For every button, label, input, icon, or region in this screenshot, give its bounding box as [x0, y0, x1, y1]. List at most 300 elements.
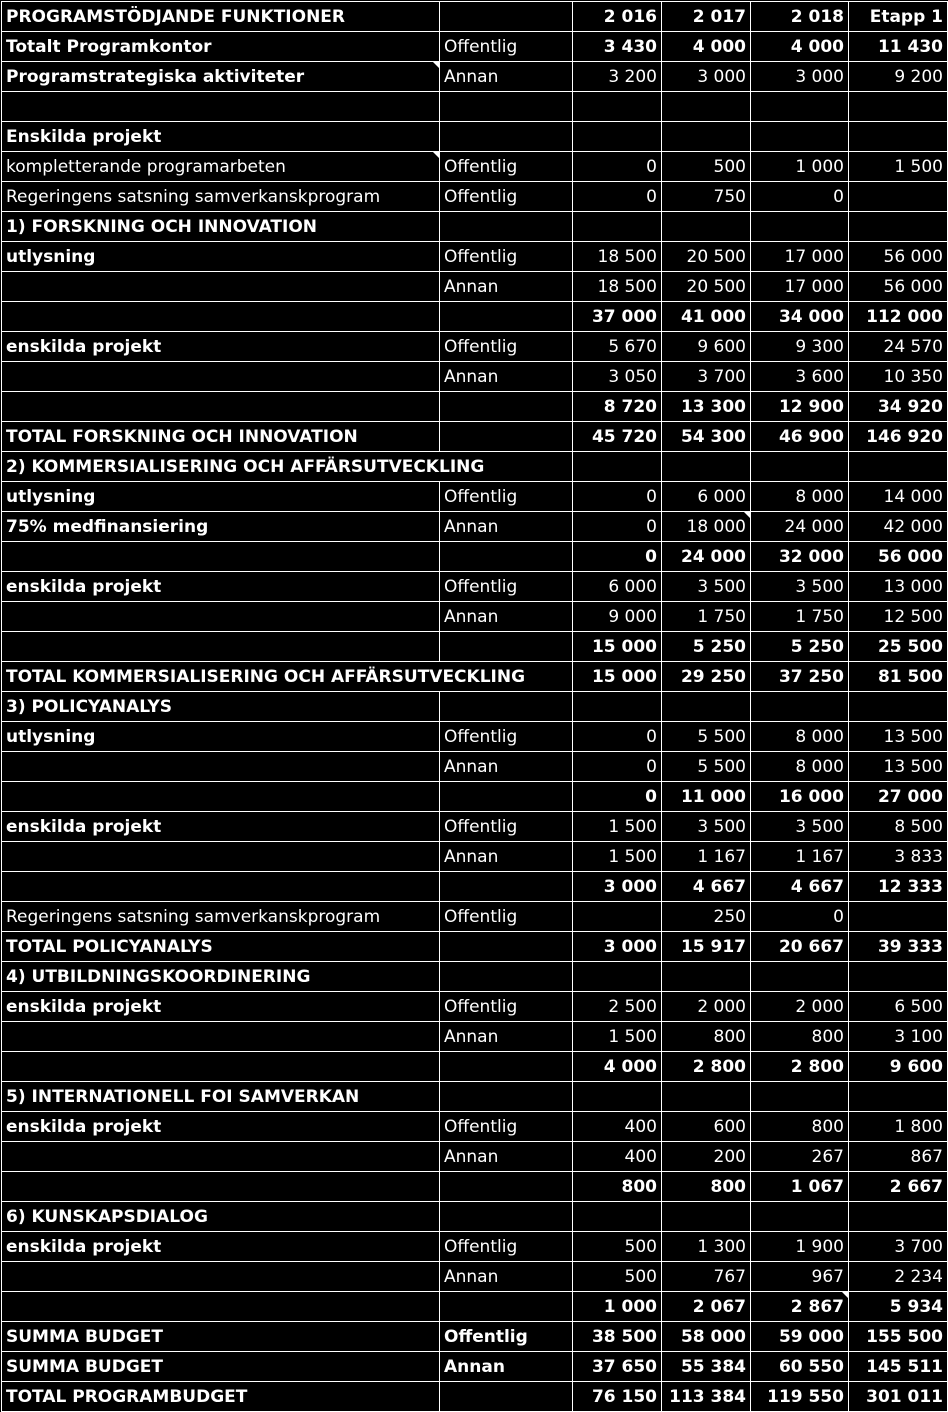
cell-label: TOTAL POLICYANALYS: [2, 932, 440, 962]
cell-year-2018: 59 000: [751, 1322, 849, 1352]
cell-etapp-1: 27 000: [849, 782, 948, 812]
table-row: [2, 62, 948, 92]
cell-year-2017: 2 017: [662, 2, 751, 32]
cell-year-2016: 76 150: [573, 1382, 662, 1412]
cell-funding-type: [440, 632, 573, 662]
cell-year-2017: 1 750: [662, 602, 751, 632]
cell-year-2016: 0: [573, 752, 662, 782]
cell-label: utlysning: [2, 482, 440, 512]
cell-year-2017: 3 000: [662, 62, 751, 92]
cell-etapp-1: 145 511: [849, 1352, 948, 1382]
cell-etapp-1: 13 000: [849, 572, 948, 602]
table-row: [2, 1202, 948, 1232]
cell-year-2016: 500: [573, 1262, 662, 1292]
cell-year-2017: [662, 1082, 751, 1112]
cell-year-2018: 0: [751, 902, 849, 932]
cell-year-2018: 4 000: [751, 32, 849, 62]
cell-year-2017: 767: [662, 1262, 751, 1292]
cell-etapp-1: 14 000: [849, 482, 948, 512]
cell-label: [2, 1292, 440, 1322]
cell-year-2017: 4 667: [662, 872, 751, 902]
cell-year-2018: 3 000: [751, 62, 849, 92]
cell-year-2017: 18 000: [662, 512, 751, 542]
cell-etapp-1: 56 000: [849, 272, 948, 302]
cell-year-2017: [662, 122, 751, 152]
cell-year-2016: [573, 452, 662, 482]
cell-funding-type: Annan: [440, 512, 573, 542]
cell-etapp-1: 81 500: [849, 662, 948, 692]
cell-year-2018: 4 667: [751, 872, 849, 902]
cell-funding-type: Annan: [440, 272, 573, 302]
cell-year-2016: 45 720: [573, 422, 662, 452]
cell-etapp-1: 10 350: [849, 362, 948, 392]
cell-label: utlysning: [2, 722, 440, 752]
cell-year-2017: [662, 92, 751, 122]
cell-etapp-1: 25 500: [849, 632, 948, 662]
table-row: [2, 1262, 948, 1292]
cell-year-2018: 800: [751, 1112, 849, 1142]
table-row: [2, 2, 948, 32]
cell-year-2017: [662, 1202, 751, 1232]
cell-year-2016: 400: [573, 1142, 662, 1172]
cell-etapp-1: 3 833: [849, 842, 948, 872]
cell-year-2018: 1 167: [751, 842, 849, 872]
cell-year-2017: 3 500: [662, 572, 751, 602]
cell-year-2016: 37 650: [573, 1352, 662, 1382]
cell-year-2016: 15 000: [573, 662, 662, 692]
table-row: [2, 272, 948, 302]
cell-label: Regeringens satsning samverkanskprogram: [2, 182, 440, 212]
table-row: [2, 122, 948, 152]
cell-year-2016: 9 000: [573, 602, 662, 632]
cell-year-2018: 3 500: [751, 812, 849, 842]
cell-funding-type: Annan: [440, 1352, 573, 1382]
cell-etapp-1: [849, 182, 948, 212]
cell-funding-type: Annan: [440, 62, 573, 92]
table-row: [2, 542, 948, 572]
cell-etapp-1: 1 800: [849, 1112, 948, 1142]
cell-year-2017: 20 500: [662, 272, 751, 302]
cell-year-2018: 967: [751, 1262, 849, 1292]
cell-label: enskilda projekt: [2, 1112, 440, 1142]
cell-year-2016: 1 000: [573, 1292, 662, 1322]
cell-year-2016: 2 016: [573, 2, 662, 32]
cell-label: [2, 1262, 440, 1292]
cell-label: [2, 1022, 440, 1052]
cell-funding-type: Offentlig: [440, 812, 573, 842]
cell-year-2018: [751, 692, 849, 722]
cell-year-2018: 46 900: [751, 422, 849, 452]
table-row: [2, 1082, 948, 1112]
cell-etapp-1: 34 920: [849, 392, 948, 422]
budget-table-body: [2, 2, 948, 1412]
cell-year-2017: 11 000: [662, 782, 751, 812]
cell-year-2016: 15 000: [573, 632, 662, 662]
table-row: [2, 662, 948, 692]
cell-year-2017: 250: [662, 902, 751, 932]
cell-year-2018: 60 550: [751, 1352, 849, 1382]
cell-etapp-1: 13 500: [849, 752, 948, 782]
cell-year-2018: 8 000: [751, 752, 849, 782]
cell-label: enskilda projekt: [2, 572, 440, 602]
cell-year-2018: 12 900: [751, 392, 849, 422]
cell-etapp-1: 12 333: [849, 872, 948, 902]
cell-label: [2, 1142, 440, 1172]
table-row: [2, 362, 948, 392]
cell-etapp-1: 9 200: [849, 62, 948, 92]
cell-year-2016: 0: [573, 482, 662, 512]
table-row: [2, 902, 948, 932]
cell-year-2018: 119 550: [751, 1382, 849, 1412]
cell-etapp-1: 39 333: [849, 932, 948, 962]
cell-year-2016: [573, 122, 662, 152]
cell-funding-type: Offentlig: [440, 182, 573, 212]
cell-year-2017: 9 600: [662, 332, 751, 362]
table-row: [2, 1022, 948, 1052]
cell-label: 5) INTERNATIONELL FOI SAMVERKAN: [2, 1082, 440, 1112]
cell-funding-type: Annan: [440, 602, 573, 632]
table-row: [2, 632, 948, 662]
cell-label: enskilda projekt: [2, 332, 440, 362]
cell-etapp-1: [849, 902, 948, 932]
cell-year-2018: 267: [751, 1142, 849, 1172]
cell-etapp-1: 2 234: [849, 1262, 948, 1292]
cell-year-2016: 0: [573, 542, 662, 572]
cell-year-2017: 20 500: [662, 242, 751, 272]
table-row: [2, 182, 948, 212]
cell-etapp-1: 155 500: [849, 1322, 948, 1352]
cell-year-2017: 2 000: [662, 992, 751, 1022]
cell-funding-type: Annan: [440, 362, 573, 392]
cell-funding-type: [440, 1052, 573, 1082]
cell-year-2018: 5 250: [751, 632, 849, 662]
cell-funding-type: Offentlig: [440, 992, 573, 1022]
table-row: [2, 1112, 948, 1142]
table-row: [2, 692, 948, 722]
table-row: [2, 872, 948, 902]
cell-year-2017: 54 300: [662, 422, 751, 452]
table-row: [2, 332, 948, 362]
cell-funding-type: [440, 212, 573, 242]
cell-etapp-1: 5 934: [849, 1292, 948, 1322]
cell-etapp-1: [849, 92, 948, 122]
cell-label: SUMMA BUDGET: [2, 1322, 440, 1352]
table-row: [2, 1142, 948, 1172]
cell-etapp-1: 11 430: [849, 32, 948, 62]
cell-year-2018: 8 000: [751, 482, 849, 512]
cell-year-2018: 800: [751, 1022, 849, 1052]
table-row: [2, 32, 948, 62]
cell-year-2017: 55 384: [662, 1352, 751, 1382]
cell-etapp-1: 8 500: [849, 812, 948, 842]
cell-year-2018: 17 000: [751, 242, 849, 272]
cell-label: Totalt Programkontor: [2, 32, 440, 62]
cell-etapp-1: 1 500: [849, 152, 948, 182]
cell-label: [2, 272, 440, 302]
cell-year-2018: 1 000: [751, 152, 849, 182]
budget-table: [1, 1, 948, 1412]
cell-funding-type: [440, 1202, 573, 1232]
cell-funding-type: Offentlig: [440, 1232, 573, 1262]
cell-etapp-1: 146 920: [849, 422, 948, 452]
cell-funding-type: [440, 422, 573, 452]
cell-funding-type: [440, 92, 573, 122]
cell-etapp-1: 112 000: [849, 302, 948, 332]
table-row: [2, 782, 948, 812]
cell-year-2017: 3 500: [662, 812, 751, 842]
cell-year-2017: 58 000: [662, 1322, 751, 1352]
cell-label: [2, 782, 440, 812]
cell-label: 4) UTBILDNINGSKOORDINERING: [2, 962, 440, 992]
table-row: [2, 1172, 948, 1202]
cell-label: TOTAL KOMMERSIALISERING OCH AFFÄRSUTVECKLING: [2, 662, 440, 692]
cell-etapp-1: [849, 452, 948, 482]
table-row: [2, 1292, 948, 1322]
cell-year-2016: [573, 1202, 662, 1232]
cell-etapp-1: [849, 1082, 948, 1112]
cell-funding-type: [440, 692, 573, 722]
cell-etapp-1: 6 500: [849, 992, 948, 1022]
cell-etapp-1: [849, 212, 948, 242]
cell-funding-type: [440, 542, 573, 572]
cell-funding-type: Offentlig: [440, 482, 573, 512]
cell-etapp-1: [849, 962, 948, 992]
cell-year-2016: [573, 92, 662, 122]
table-row: [2, 302, 948, 332]
cell-funding-type: [440, 1172, 573, 1202]
cell-year-2016: [573, 692, 662, 722]
cell-year-2018: 0: [751, 182, 849, 212]
cell-funding-type: [440, 962, 573, 992]
cell-year-2018: 8 000: [751, 722, 849, 752]
cell-funding-type: Offentlig: [440, 1322, 573, 1352]
cell-year-2018: 34 000: [751, 302, 849, 332]
cell-etapp-1: 56 000: [849, 542, 948, 572]
cell-label: enskilda projekt: [2, 1232, 440, 1262]
cell-label: [2, 362, 440, 392]
cell-year-2016: 0: [573, 722, 662, 752]
cell-label: [2, 632, 440, 662]
cell-label: [2, 602, 440, 632]
table-row: [2, 722, 948, 752]
cell-year-2016: 2 500: [573, 992, 662, 1022]
cell-year-2016: 0: [573, 152, 662, 182]
table-row: [2, 602, 948, 632]
table-row: [2, 992, 948, 1022]
cell-label: 3) POLICYANALYS: [2, 692, 440, 722]
cell-year-2016: 3 050: [573, 362, 662, 392]
cell-year-2017: 750: [662, 182, 751, 212]
cell-funding-type: Annan: [440, 752, 573, 782]
table-row: [2, 512, 948, 542]
cell-year-2018: 2 018: [751, 2, 849, 32]
cell-etapp-1: 301 011: [849, 1382, 948, 1412]
cell-label: Regeringens satsning samverkanskprogram: [2, 902, 440, 932]
cell-funding-type: [440, 1292, 573, 1322]
cell-year-2016: 0: [573, 182, 662, 212]
cell-funding-type: Annan: [440, 1262, 573, 1292]
cell-label: enskilda projekt: [2, 812, 440, 842]
cell-year-2018: 37 250: [751, 662, 849, 692]
cell-year-2017: 2 800: [662, 1052, 751, 1082]
cell-year-2017: 5 250: [662, 632, 751, 662]
cell-label: [2, 872, 440, 902]
cell-year-2018: 3 600: [751, 362, 849, 392]
cell-funding-type: Annan: [440, 842, 573, 872]
cell-funding-type: [440, 1382, 573, 1412]
cell-year-2016: 1 500: [573, 1022, 662, 1052]
cell-year-2016: 37 000: [573, 302, 662, 332]
cell-etapp-1: 3 100: [849, 1022, 948, 1052]
cell-year-2017: 15 917: [662, 932, 751, 962]
cell-funding-type: Offentlig: [440, 32, 573, 62]
cell-label: 75% medfinansiering: [2, 512, 440, 542]
cell-year-2018: 17 000: [751, 272, 849, 302]
cell-label: enskilda projekt: [2, 992, 440, 1022]
cell-label: 2) KOMMERSIALISERING OCH AFFÄRSUTVECKLING: [2, 452, 440, 482]
table-row: [2, 482, 948, 512]
table-row: [2, 152, 948, 182]
cell-year-2017: 5 500: [662, 752, 751, 782]
cell-year-2016: 1 500: [573, 812, 662, 842]
cell-year-2017: 13 300: [662, 392, 751, 422]
cell-label: [2, 92, 440, 122]
cell-year-2016: 800: [573, 1172, 662, 1202]
cell-year-2018: 1 900: [751, 1232, 849, 1262]
cell-label: kompletterande programarbeten: [2, 152, 440, 182]
cell-etapp-1: 3 700: [849, 1232, 948, 1262]
cell-year-2018: [751, 92, 849, 122]
cell-etapp-1: 2 667: [849, 1172, 948, 1202]
cell-year-2016: 0: [573, 782, 662, 812]
cell-label: Programstrategiska aktiviteter: [2, 62, 440, 92]
cell-funding-type: [440, 122, 573, 152]
cell-year-2017: [662, 452, 751, 482]
table-row: [2, 392, 948, 422]
table-row: [2, 1232, 948, 1262]
cell-year-2016: 3 200: [573, 62, 662, 92]
cell-year-2017: 24 000: [662, 542, 751, 572]
cell-label: [2, 542, 440, 572]
cell-year-2016: 3 000: [573, 932, 662, 962]
cell-year-2017: 600: [662, 1112, 751, 1142]
cell-etapp-1: 867: [849, 1142, 948, 1172]
cell-year-2016: 38 500: [573, 1322, 662, 1352]
table-row: [2, 1322, 948, 1352]
table-row: [2, 422, 948, 452]
cell-label: TOTAL FORSKNING OCH INNOVATION: [2, 422, 440, 452]
cell-funding-type: Offentlig: [440, 572, 573, 602]
cell-year-2016: 18 500: [573, 242, 662, 272]
cell-year-2018: 20 667: [751, 932, 849, 962]
cell-year-2016: [573, 962, 662, 992]
cell-label: 6) KUNSKAPSDIALOG: [2, 1202, 440, 1232]
cell-year-2016: 8 720: [573, 392, 662, 422]
cell-year-2016: 1 500: [573, 842, 662, 872]
cell-year-2018: 1 750: [751, 602, 849, 632]
table-row: [2, 752, 948, 782]
cell-label: utlysning: [2, 242, 440, 272]
cell-label: [2, 842, 440, 872]
cell-year-2016: 500: [573, 1232, 662, 1262]
cell-year-2017: 5 500: [662, 722, 751, 752]
cell-etapp-1: 56 000: [849, 242, 948, 272]
cell-year-2016: [573, 1082, 662, 1112]
cell-year-2017: 3 700: [662, 362, 751, 392]
cell-year-2016: [573, 902, 662, 932]
cell-year-2018: 16 000: [751, 782, 849, 812]
cell-funding-type: Annan: [440, 1142, 573, 1172]
cell-year-2016: 3 000: [573, 872, 662, 902]
cell-etapp-1: 12 500: [849, 602, 948, 632]
cell-label: PROGRAMSTÖDJANDE FUNKTIONER: [2, 2, 440, 32]
cell-year-2016: 0: [573, 512, 662, 542]
cell-year-2018: 2 800: [751, 1052, 849, 1082]
cell-year-2018: [751, 452, 849, 482]
cell-year-2017: [662, 692, 751, 722]
cell-year-2018: 2 867: [751, 1292, 849, 1322]
cell-etapp-1: [849, 692, 948, 722]
table-row: [2, 452, 948, 482]
cell-etapp-1: [849, 1202, 948, 1232]
cell-label: [2, 392, 440, 422]
table-row: [2, 1352, 948, 1382]
cell-year-2017: 1 167: [662, 842, 751, 872]
cell-year-2017: 113 384: [662, 1382, 751, 1412]
cell-year-2017: [662, 212, 751, 242]
cell-year-2018: [751, 962, 849, 992]
cell-year-2016: 5 670: [573, 332, 662, 362]
cell-funding-type: Offentlig: [440, 242, 573, 272]
cell-funding-type: Annan: [440, 1022, 573, 1052]
cell-year-2016: 400: [573, 1112, 662, 1142]
cell-year-2017: 29 250: [662, 662, 751, 692]
cell-year-2016: [573, 212, 662, 242]
cell-year-2016: 6 000: [573, 572, 662, 602]
cell-etapp-1: 9 600: [849, 1052, 948, 1082]
cell-funding-type: [440, 872, 573, 902]
cell-year-2017: 800: [662, 1172, 751, 1202]
cell-etapp-1: 42 000: [849, 512, 948, 542]
cell-year-2017: 6 000: [662, 482, 751, 512]
cell-year-2017: 200: [662, 1142, 751, 1172]
table-row: [2, 842, 948, 872]
cell-funding-type: Offentlig: [440, 1112, 573, 1142]
cell-label: [2, 1052, 440, 1082]
table-row: [2, 962, 948, 992]
cell-funding-type: [440, 1082, 573, 1112]
cell-year-2018: 1 067: [751, 1172, 849, 1202]
cell-label: TOTAL PROGRAMBUDGET: [2, 1382, 440, 1412]
cell-funding-type: [440, 782, 573, 812]
cell-year-2018: [751, 122, 849, 152]
cell-year-2018: [751, 1082, 849, 1112]
cell-funding-type: Offentlig: [440, 152, 573, 182]
cell-funding-type: [440, 2, 573, 32]
cell-label: SUMMA BUDGET: [2, 1352, 440, 1382]
cell-funding-type: [440, 302, 573, 332]
cell-etapp-1: [849, 122, 948, 152]
table-row: [2, 812, 948, 842]
cell-etapp-1: 24 570: [849, 332, 948, 362]
cell-year-2017: 41 000: [662, 302, 751, 332]
cell-year-2016: 4 000: [573, 1052, 662, 1082]
cell-label: [2, 302, 440, 332]
table-row: [2, 1052, 948, 1082]
cell-label: [2, 1172, 440, 1202]
cell-year-2018: [751, 212, 849, 242]
cell-year-2018: 24 000: [751, 512, 849, 542]
